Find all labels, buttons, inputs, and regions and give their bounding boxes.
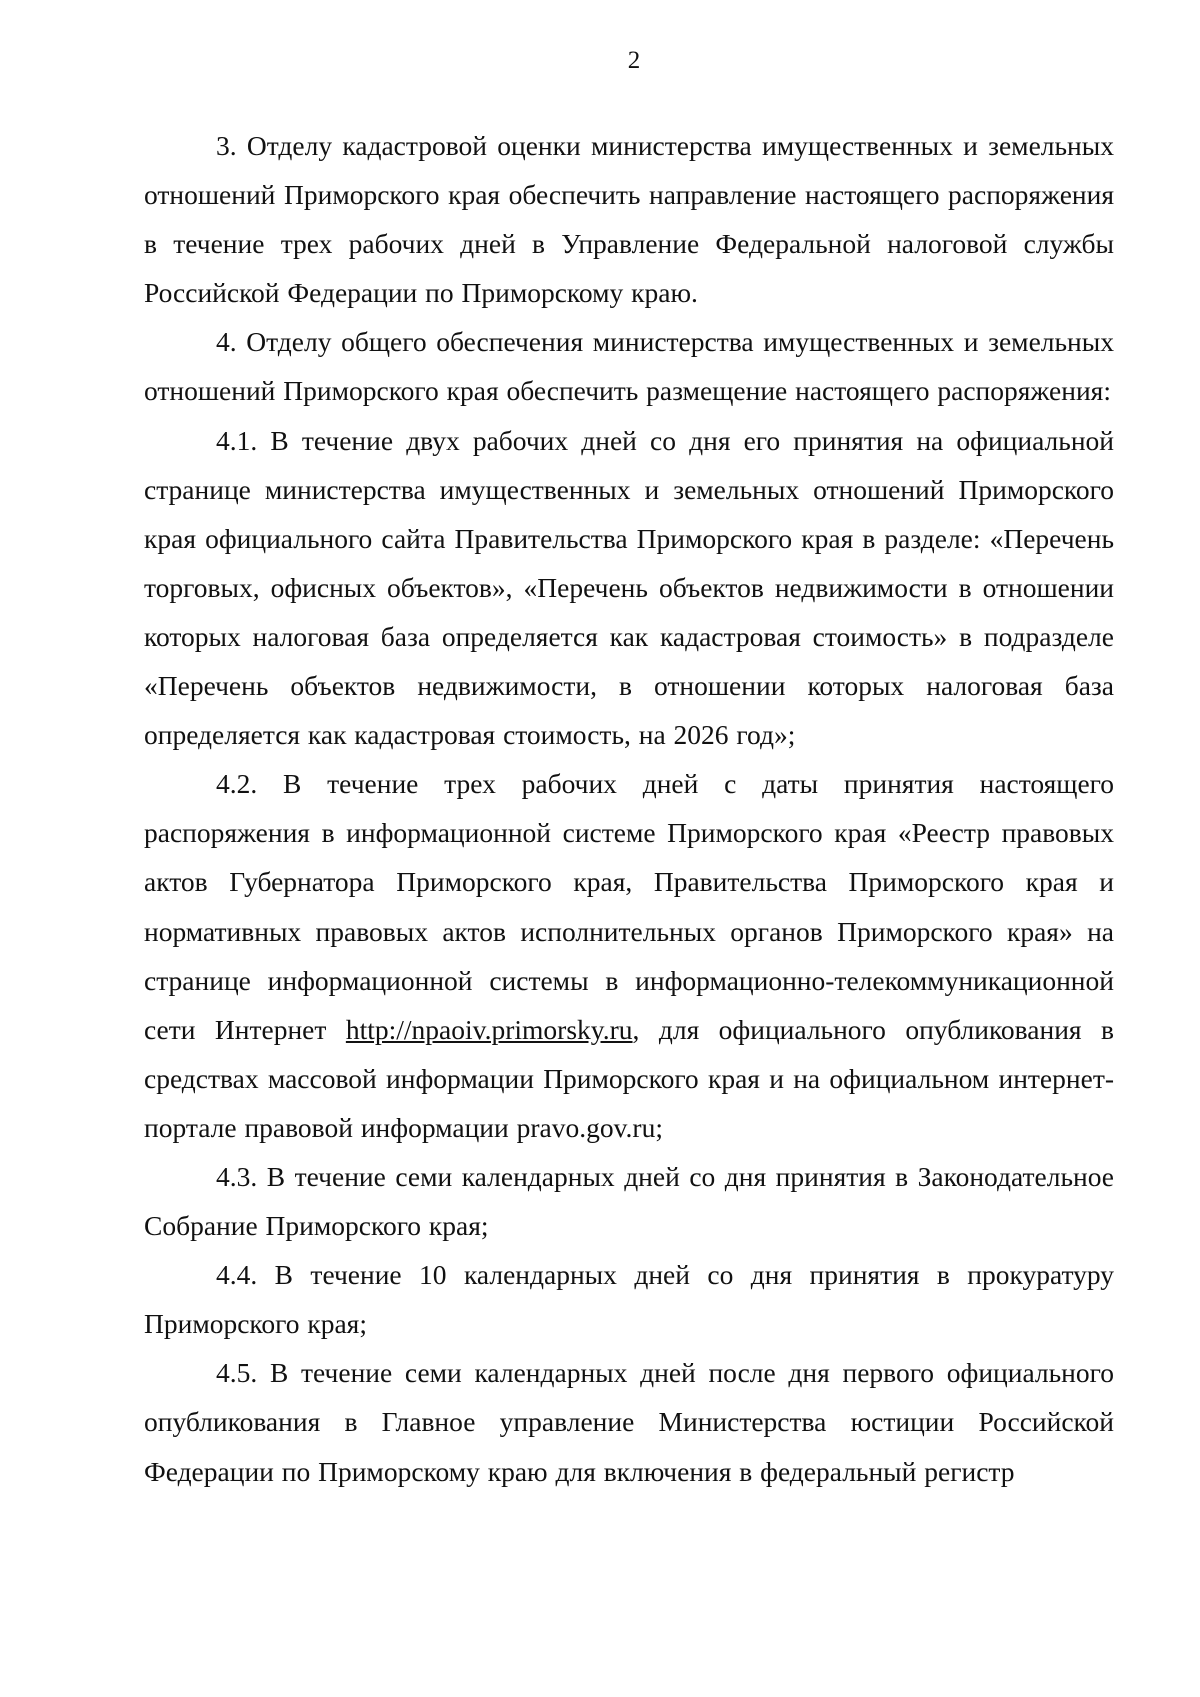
paragraph-4-1: 4.1. В течение двух рабочих дней со дня его принятия на официальной странице министерства имущественных и земельных отношений Приморского края официального сайта Правительства Приморского края в разделе: «Перечень торговых, офисных объектов», «Перечень объектов недвижимости в отношении которых налоговая база определяется как кадастровая стоимость» в подразделе «Перечень объектов недвижимости, в отношении которых налоговая база определяется как кадастровая стоимость, на 2026 год»; (144, 424, 1114, 751)
paragraph-4-2 (144, 759, 1114, 1152)
npaoiv-link[interactable]: http://npaoiv.primorsky.ru (345, 1013, 633, 1045)
paragraph-3: 3. Отделу кадастровой оценки министерства имущественных и земельных отношений Приморского края обеспечить направление настоящего распоряжения в течение трех рабочих дней в Управление Федеральной налоговой службы Российской Федерации по Приморскому краю. (144, 130, 1114, 309)
paragraph-4-4: 4.4. В течение 10 календарных дней со дня принятия в прокуратуру Приморского края; (144, 1259, 1114, 1340)
paragraph-4: 4. Отделу общего обеспечения министерства имущественных и земельных отношений Приморского края обеспечить размещение настоящего распоряжения: (144, 326, 1114, 407)
page-number: 2 (627, 47, 641, 74)
paragraph-4-5: 4.5. В течение семи календарных дней после дня первого официального опубликования в Главное управление Министерства юстиции Российской Федерации по Приморскому краю для включения в федеральный регистр (144, 1357, 1114, 1487)
paragraph-4-3: 4.3. В течение семи календарных дней со дня принятия в Законодательное Собрание Приморского края; (144, 1160, 1114, 1242)
paragraph-4-2-text-after-link: , для официального опубликования в средствах массовой информации Приморского края и на официальном интернет-портале правовой информации pravo.gov.ru; (144, 1013, 1114, 1143)
document-body (144, 121, 1114, 1496)
paragraph-4-2-text-before-link: 4.2. В течение трех рабочих дней с даты принятия настоящего распоряжения в информационной системе Приморского края «Реестр правовых актов Губернатора Приморского края, Правительства Приморского края и нормативных правовых актов исполнительных органов Приморского края» на странице информационной системы в информационно-телекоммуникационной сети Интернет (144, 768, 1114, 1045)
